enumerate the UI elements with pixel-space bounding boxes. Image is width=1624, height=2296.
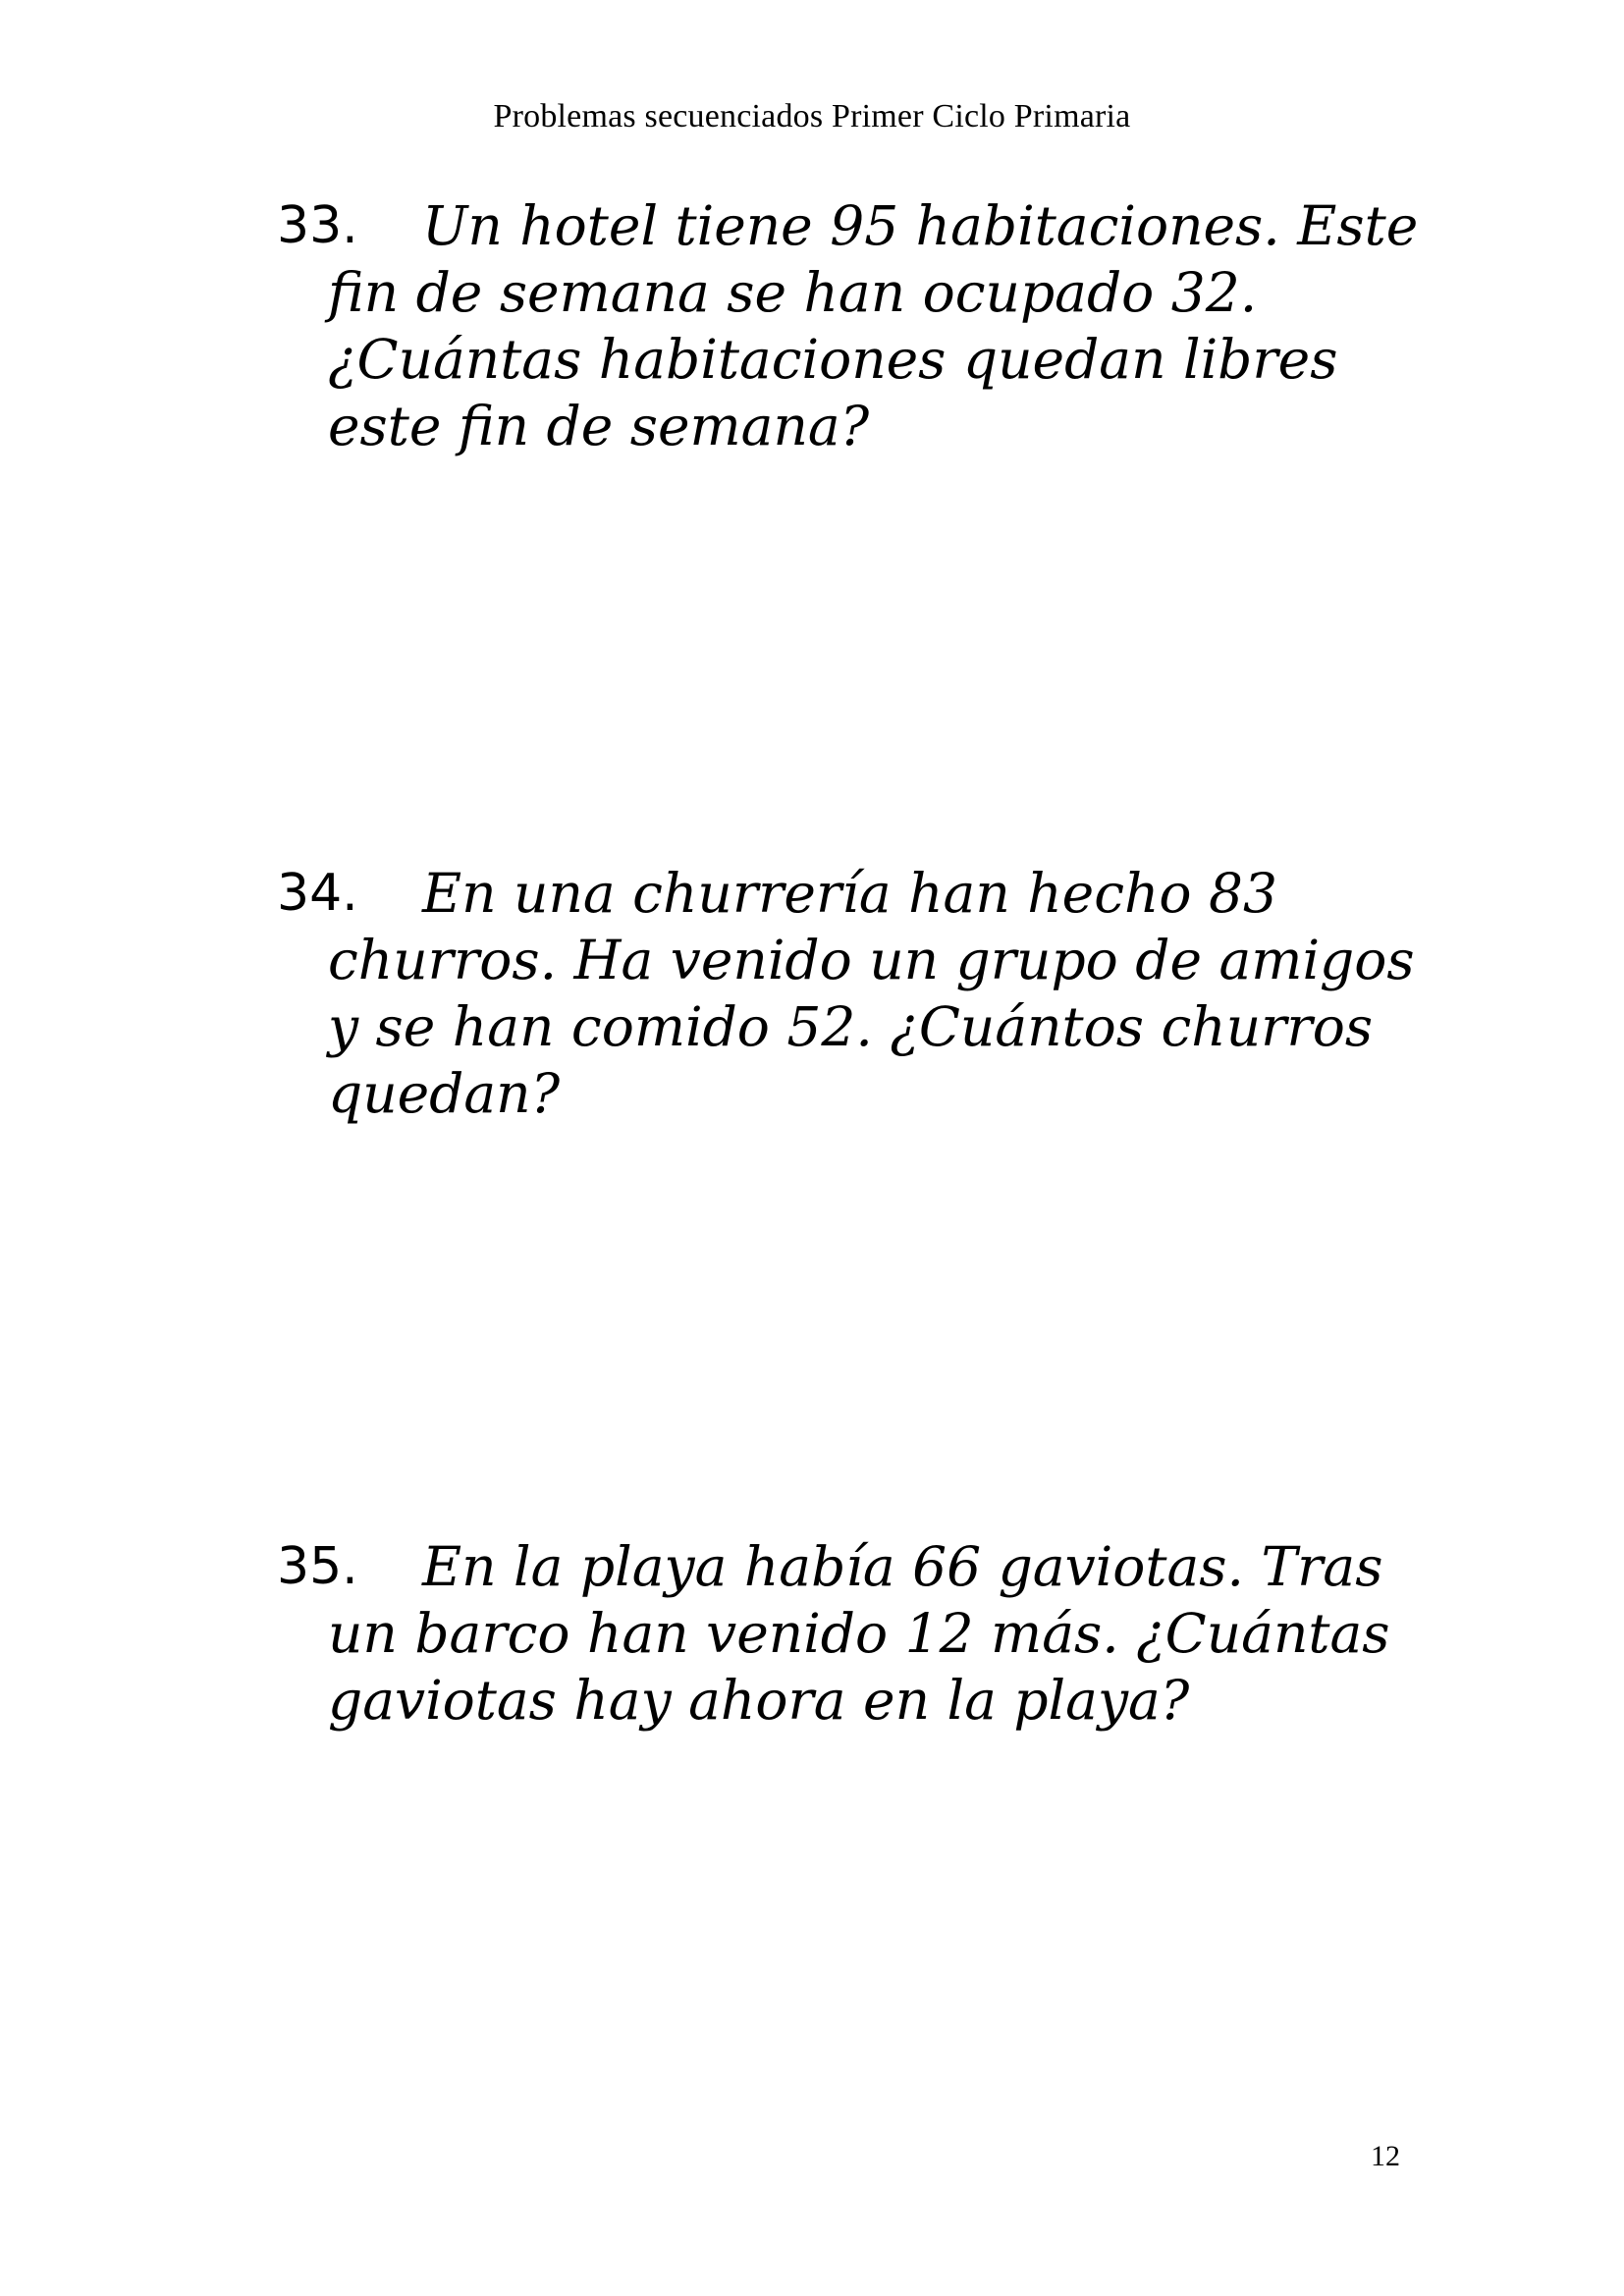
problem-text-line: gaviotas hay ahora en la playa?	[328, 1669, 1190, 1732]
problem-text-line: y se han comido 52. ¿Cuántos churros	[328, 995, 1374, 1058]
problem-33	[277, 192, 1419, 459]
problem-text-line: churros. Ha venido un grupo de amigos	[328, 929, 1415, 991]
problem-text-line: ¿Cuántas habitaciones quedan libres	[328, 328, 1338, 391]
problem-text-line: Un hotel tiene 95 habitaciones. Este	[422, 194, 1419, 257]
problem-text-line: En una churrería han hecho 83	[422, 862, 1278, 925]
problem-text-line: un barco han venido 12 más. ¿Cuántas	[328, 1602, 1390, 1665]
running-header: Problemas secuenciados Primer Ciclo Primaria	[493, 98, 1131, 134]
problem-35	[277, 1533, 1390, 1734]
problem-number: 33.	[277, 196, 358, 255]
problem-text-line: quedan?	[328, 1062, 561, 1125]
problem-34	[277, 860, 1415, 1127]
problem-text-line: este fin de semana?	[328, 395, 870, 457]
page-number: 12	[1371, 2140, 1400, 2172]
problem-text-line: fin de semana se han ocupado 32.	[328, 261, 1258, 324]
problem-number: 34.	[277, 864, 358, 923]
problem-text-line: En la playa había 66 gaviotas. Tras	[422, 1535, 1383, 1598]
problem-number: 35.	[277, 1537, 358, 1596]
